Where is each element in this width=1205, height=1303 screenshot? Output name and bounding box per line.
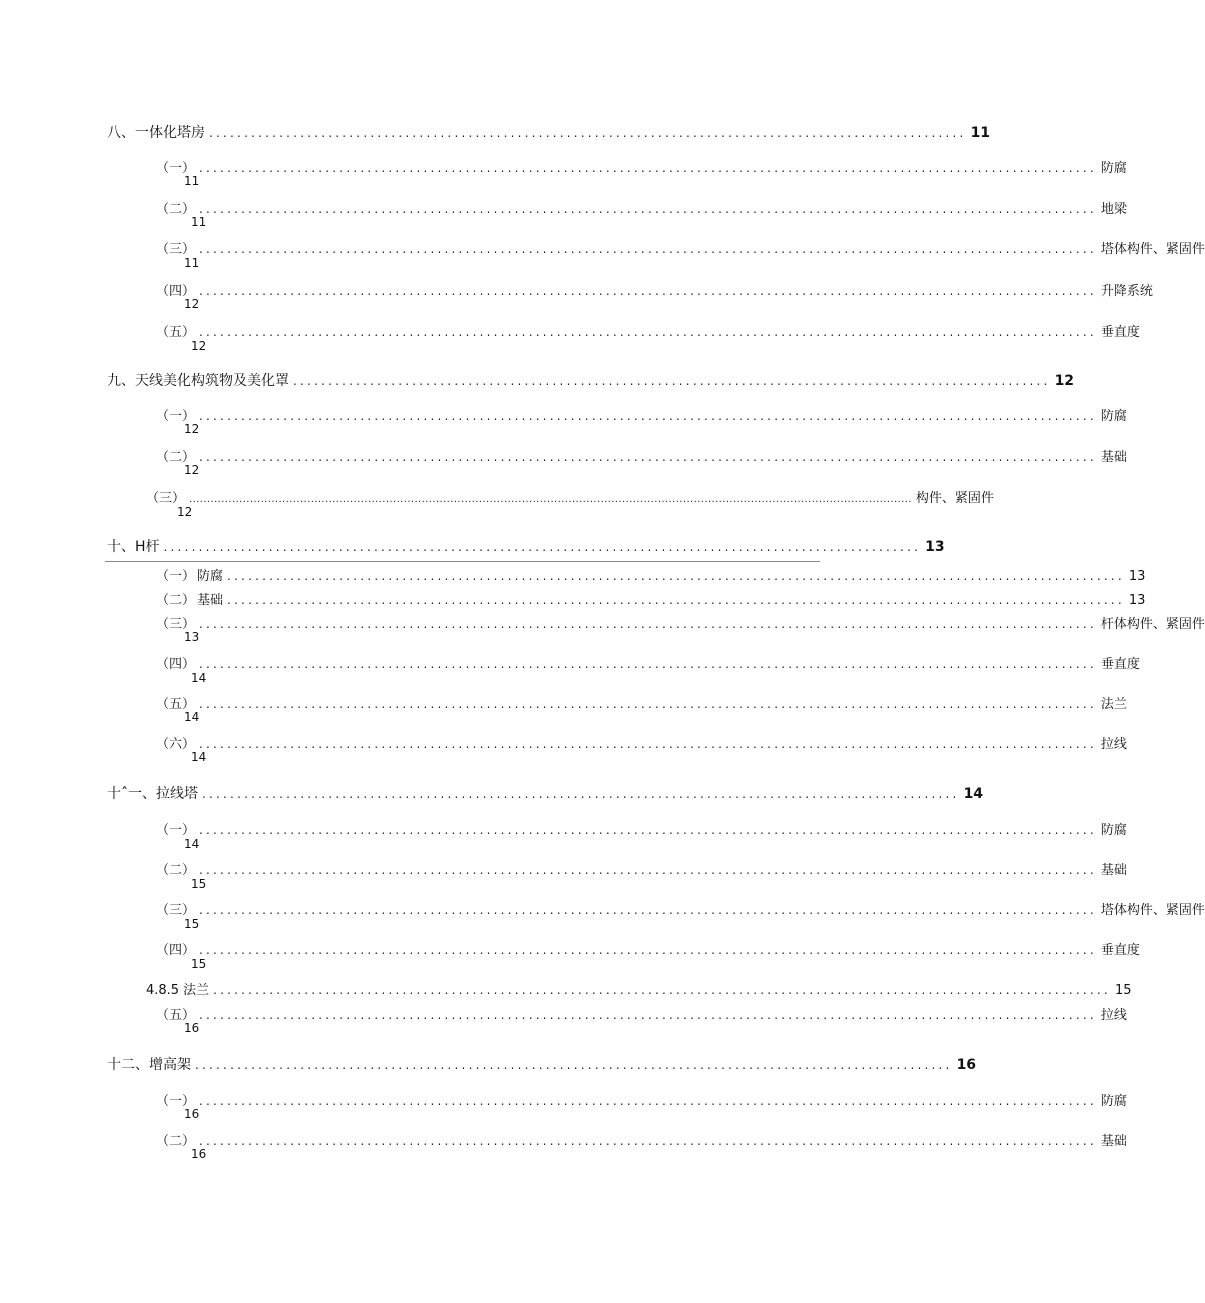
- dot-leader: ................................................................................................................................: [199, 242, 1097, 256]
- toc-item[interactable]: [156, 819, 1127, 838]
- item-page-number: 12: [177, 505, 193, 519]
- item-number: （二）: [156, 1134, 196, 1149]
- toc-item[interactable]: [156, 613, 1205, 632]
- toc-item[interactable]: [156, 733, 1127, 752]
- item-page-number: 14: [184, 837, 200, 851]
- item-number: （一）: [156, 409, 196, 424]
- toc-item[interactable]: [156, 321, 1140, 340]
- item-page-number: 11: [184, 174, 200, 188]
- item-label: 基础: [1100, 1134, 1127, 1149]
- item-number: （四）: [156, 657, 196, 672]
- item-label: 垂直度: [1100, 325, 1140, 340]
- section-number: 八、: [107, 125, 135, 141]
- item-number: 4.8.5: [146, 983, 180, 998]
- item-number: （一）: [156, 569, 196, 584]
- item-number: （三）: [156, 242, 196, 257]
- item-number: （五）: [156, 325, 196, 340]
- dot-leader: ................................................................................................................................: [199, 863, 1097, 877]
- toc-item[interactable]: [156, 565, 1146, 584]
- item-number: （二）: [156, 593, 196, 608]
- toc-section-11[interactable]: [107, 783, 984, 802]
- item-label: 防腐: [197, 569, 224, 584]
- item-label: 防腐: [1100, 1094, 1127, 1109]
- item-label: 基础: [1100, 863, 1127, 878]
- item-page-number: 13: [1128, 569, 1146, 584]
- item-number: （三）: [156, 903, 196, 918]
- page-number: 12: [1054, 373, 1075, 389]
- dot-leader: ............................................................................................................: [163, 540, 922, 554]
- toc-section-8[interactable]: [107, 122, 991, 141]
- item-label: 基础: [197, 593, 224, 608]
- toc-item[interactable]: [156, 405, 1127, 424]
- toc-item[interactable]: [156, 280, 1153, 299]
- toc-item[interactable]: [156, 1130, 1127, 1149]
- dot-leader: ................................................................................................................................: [199, 1134, 1097, 1148]
- item-number: （三）: [156, 617, 196, 632]
- item-number: （六）: [156, 737, 196, 752]
- item-label: 地梁: [1100, 202, 1127, 217]
- item-label: 拉线: [1100, 1008, 1127, 1023]
- item-page-number: 12: [184, 297, 200, 311]
- dot-leader: ................................................................................................................................: [227, 569, 1125, 583]
- dot-leader: ................................................................................................................................: [199, 903, 1097, 917]
- dot-leader: ................................................................................................................................: [199, 161, 1097, 175]
- dot-leader: ................................................................................................................................: [199, 657, 1097, 671]
- section-number: 十、: [107, 539, 135, 555]
- section-number: 十ˆ一、: [107, 786, 156, 802]
- item-number: （一）: [156, 161, 196, 176]
- toc-item[interactable]: [156, 693, 1127, 712]
- toc-section-9[interactable]: [107, 370, 1075, 389]
- item-number: （二）: [156, 863, 196, 878]
- toc-section-10[interactable]: [107, 536, 945, 555]
- section-title: 拉线塔: [156, 786, 198, 802]
- section-title: 一体化塔房: [135, 125, 205, 141]
- dot-leader: ................................................................................................................................: [227, 593, 1125, 607]
- item-page-number: 13: [184, 630, 200, 644]
- dot-leader: ............................................................................................................: [195, 1058, 953, 1072]
- toc-item[interactable]: [156, 939, 1140, 958]
- toc-item[interactable]: [156, 899, 1205, 918]
- dot-leader: ................................................................................................................................: [199, 697, 1097, 711]
- dot-leader: ................................................................................................................................: [199, 617, 1097, 631]
- item-page-number: 14: [191, 750, 207, 764]
- item-number: （一）: [156, 823, 196, 838]
- page-number: 13: [925, 539, 945, 555]
- item-label: 法兰: [183, 983, 210, 998]
- dot-leader: ................................................................................................................................: [199, 737, 1097, 751]
- item-page-number: 12: [191, 339, 207, 353]
- item-page-number: 15: [1114, 983, 1132, 998]
- section-number: 九、: [107, 373, 135, 389]
- dot-leader: ................................................................................................................................: [199, 823, 1097, 837]
- item-number: （一）: [156, 1094, 196, 1109]
- toc-item[interactable]: [156, 198, 1127, 217]
- section-title: H杆: [135, 539, 160, 555]
- toc-item[interactable]: [156, 446, 1127, 465]
- item-label: 垂直度: [1100, 943, 1140, 958]
- item-page-number: 16: [184, 1107, 200, 1121]
- item-number: （四）: [156, 284, 196, 299]
- dot-leader: ................................................................................................................................: [199, 450, 1097, 464]
- section-number: 十二、: [107, 1057, 149, 1073]
- item-page-number: 12: [184, 422, 200, 436]
- item-label: 法兰: [1100, 697, 1127, 712]
- item-number: （三）: [146, 491, 186, 506]
- item-number: （五）: [156, 1008, 196, 1023]
- toc-item[interactable]: [146, 487, 994, 506]
- dot-leader: ............................................................................................................: [293, 374, 1051, 388]
- item-label: 垂直度: [1100, 657, 1140, 672]
- item-page-number: 16: [184, 1021, 200, 1035]
- item-page-number: 11: [184, 256, 200, 270]
- toc-item[interactable]: [156, 157, 1127, 176]
- dot-leader: ................................................................................................................................: [199, 202, 1097, 216]
- page-number: 14: [963, 786, 984, 802]
- dot-leader: ................................................................................................................................: [199, 1008, 1097, 1022]
- item-page-number: 12: [184, 463, 200, 477]
- divider: [105, 561, 820, 562]
- item-page-number: 11: [191, 215, 207, 229]
- dot-leader: ................................................................................................................................: [199, 409, 1097, 423]
- dot-leader: ................................................................................................................................: [199, 1094, 1097, 1108]
- item-number: （四）: [156, 943, 196, 958]
- section-title: 增高架: [149, 1057, 191, 1073]
- item-page-number: 15: [191, 957, 207, 971]
- dot-leader: ............................................................................................................: [202, 787, 960, 801]
- item-label: 塔体构件、紧固件: [1100, 903, 1205, 918]
- toc-item[interactable]: [156, 238, 1205, 257]
- item-number: （二）: [156, 202, 196, 217]
- page-number: 16: [956, 1057, 977, 1073]
- toc-item[interactable]: [156, 1004, 1127, 1023]
- dot-leader: ................................................................................................................................: [199, 943, 1097, 957]
- section-title: 天线美化构筑物及美化罩: [135, 373, 289, 389]
- item-page-number: 13: [1128, 593, 1146, 608]
- item-number: （五）: [156, 697, 196, 712]
- item-number: （二）: [156, 450, 196, 465]
- item-label: 构件、紧固件: [915, 491, 994, 506]
- toc-item[interactable]: [156, 859, 1127, 878]
- dot-leader: ..........................................................................................................................................................................................................: [189, 494, 912, 505]
- page-number: 11: [970, 125, 991, 141]
- toc-section-12[interactable]: [107, 1054, 977, 1073]
- dot-leader: ................................................................................................................................: [199, 284, 1097, 298]
- dot-leader: ............................................................................................................: [209, 126, 967, 140]
- item-label: 基础: [1100, 450, 1127, 465]
- item-page-number: 16: [191, 1147, 207, 1161]
- toc-item[interactable]: [146, 979, 1132, 998]
- item-label: 防腐: [1100, 409, 1127, 424]
- toc-item[interactable]: [156, 1090, 1127, 1109]
- item-page-number: 15: [184, 917, 200, 931]
- item-label: 拉线: [1100, 737, 1127, 752]
- item-label: 升降系统: [1100, 284, 1153, 299]
- item-page-number: 14: [191, 671, 207, 685]
- dot-leader: ................................................................................................................................: [213, 983, 1111, 997]
- item-label: 塔体构件、紧固件: [1100, 242, 1205, 257]
- item-page-number: 15: [191, 877, 207, 891]
- toc-item[interactable]: [156, 653, 1140, 672]
- item-label: 杆体构件、紧固件: [1100, 617, 1205, 632]
- dot-leader: ................................................................................................................................: [199, 325, 1097, 339]
- toc-item[interactable]: [156, 589, 1146, 608]
- item-page-number: 14: [184, 710, 200, 724]
- item-label: 防腐: [1100, 823, 1127, 838]
- item-label: 防腐: [1100, 161, 1127, 176]
